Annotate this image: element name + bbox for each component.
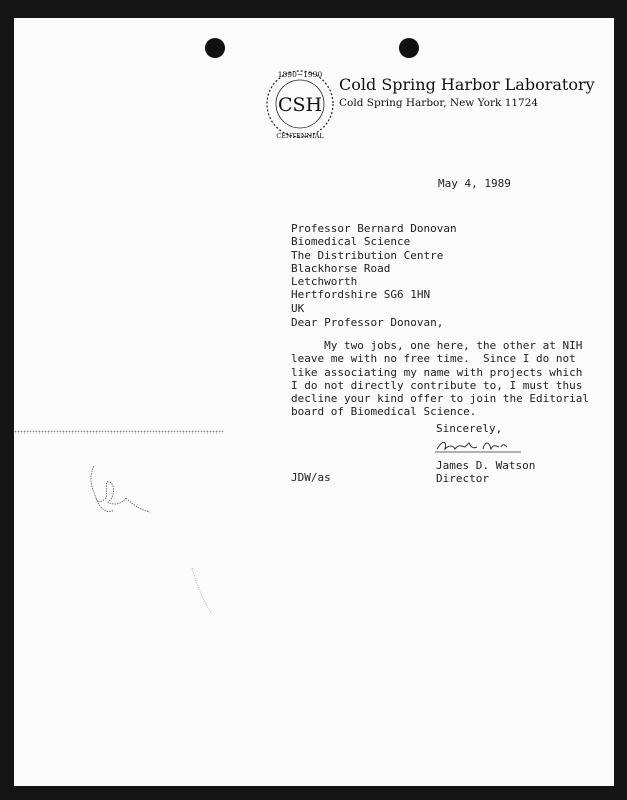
recipient-line: UK <box>291 301 305 315</box>
recipient-line: Professor Bernard Donovan <box>291 222 457 235</box>
letter-body <box>291 339 589 419</box>
closing: Sincerely, <box>436 422 503 435</box>
handwritten-signature <box>433 435 523 457</box>
recipient-line: Letchworth <box>291 275 358 289</box>
pencil-scribble <box>84 458 244 628</box>
csh-centennial-seal <box>264 64 336 144</box>
salutation: Dear Professor Donovan, <box>291 316 444 329</box>
recipient-address <box>291 222 457 315</box>
institution-address: Cold Spring Harbor, New York 11724 <box>339 97 539 109</box>
seal-years: 1890~1990 <box>277 70 323 79</box>
letter-date: May 4, 1989 <box>438 177 511 190</box>
reference-initials: JDW/as <box>291 471 331 484</box>
body-line: I do not directly contribute to, I must thus <box>291 378 583 392</box>
dotted-fold-mark <box>14 430 224 434</box>
body-line: decline your kind offer to join the Editorial <box>291 392 590 406</box>
signature-block <box>436 459 535 486</box>
recipient-line: The Distribution Centre <box>291 248 444 262</box>
institution-name: Cold Spring Harbor Laboratory <box>339 75 595 94</box>
recipient-line: Blackhorse Road <box>291 261 391 275</box>
recipient-line: Biomedical Science <box>291 235 411 249</box>
signer-name: James D. Watson <box>436 459 536 472</box>
signer-title: Director <box>436 472 489 486</box>
recipient-line: Hertfordshire SG6 1HN <box>291 288 431 302</box>
seal-centennial: CENTENNIAL <box>276 132 324 140</box>
punch-hole-right <box>399 38 419 58</box>
body-line: leave me with no free time. Since I do not <box>291 352 576 366</box>
punch-hole-left <box>205 38 225 58</box>
seal-monogram: CSH <box>277 94 323 116</box>
body-line: like associating my name with projects which <box>291 365 583 379</box>
body-line: board of Biomedical Science. <box>291 405 477 419</box>
letter-page <box>14 18 614 786</box>
body-line: My two jobs, one here, the other at NIH <box>291 339 583 352</box>
